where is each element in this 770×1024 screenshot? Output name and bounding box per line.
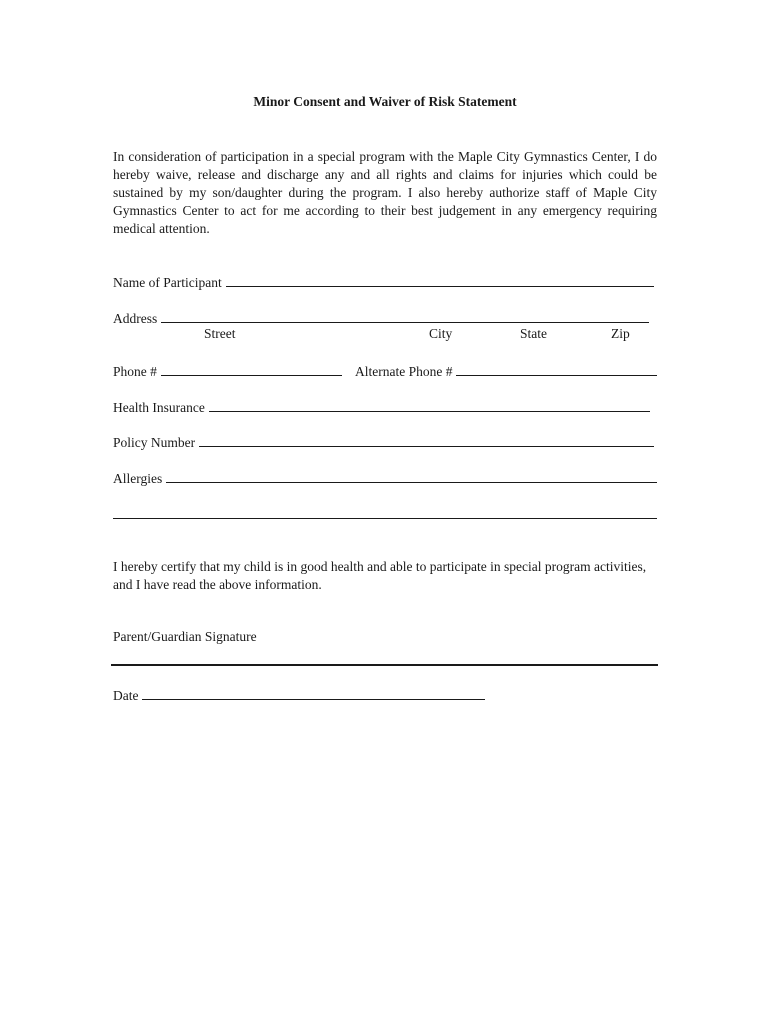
allergies-extra-line[interactable]	[113, 518, 657, 519]
participant-name-label: Name of Participant	[113, 275, 222, 290]
intro-paragraph: In consideration of participation in a special program with the Maple City Gymnastics Center, I do hereby waive, release and discharge any and all rights and claims for injuries which could be sustained by my son/daughter during the program. I also hereby authorize staff of Maple City Gymnastics Center to act for me according to their best judgement in any emergency requiring medical attention.	[113, 149, 657, 236]
policy-number-label: Policy Number	[113, 435, 196, 450]
allergies-label: Allergies	[113, 471, 163, 486]
date-row	[113, 686, 485, 704]
alt-phone-label: Alternate Phone #	[355, 364, 453, 379]
health-insurance-field[interactable]	[209, 399, 650, 412]
policy-number-row	[113, 433, 654, 451]
alt-phone-field[interactable]	[456, 363, 657, 376]
allergies-field[interactable]	[166, 470, 657, 483]
form-title: Minor Consent and Waiver of Risk Statement	[253, 94, 517, 109]
date-field[interactable]	[142, 687, 485, 700]
certify-paragraph: I hereby certify that my child is in good health and able to participate in special program activities, and I have read the above information.	[113, 559, 647, 592]
participant-name-field[interactable]	[226, 274, 654, 287]
address-row	[113, 309, 649, 327]
health-insurance-label: Health Insurance	[113, 400, 205, 415]
phone-row	[113, 362, 342, 380]
address-label: Address	[113, 311, 158, 326]
signature-label: Parent/Guardian Signature	[113, 629, 257, 644]
date-label: Date	[113, 688, 139, 703]
participant-name-row	[113, 273, 654, 291]
address-field[interactable]	[161, 310, 649, 323]
phone-label: Phone #	[113, 364, 157, 379]
address-zip-caption: Zip	[611, 326, 630, 341]
phone-field[interactable]	[161, 363, 342, 376]
address-city-caption: City	[429, 326, 453, 341]
address-state-caption: State	[520, 326, 547, 341]
policy-number-field[interactable]	[199, 434, 654, 447]
address-street-caption: Street	[204, 326, 236, 341]
allergies-row	[113, 469, 657, 487]
health-insurance-row	[113, 398, 650, 416]
signature-line[interactable]	[111, 664, 658, 666]
alt-phone-row	[355, 362, 657, 380]
